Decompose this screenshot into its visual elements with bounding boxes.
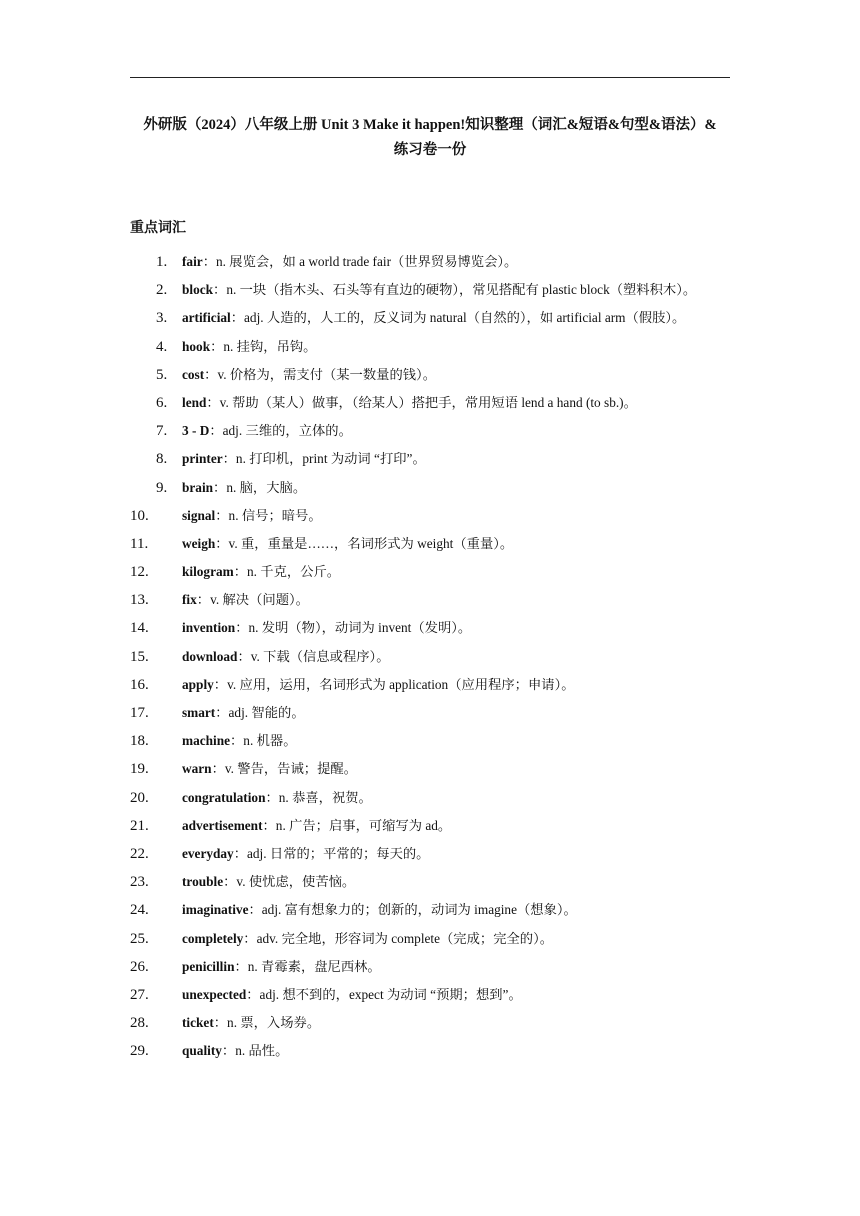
vocab-definition: ：v. 使忧虑，使苦恼。 — [223, 874, 356, 890]
vocab-definition: ：n. 千克，公斤。 — [233, 564, 341, 580]
vocab-item — [130, 928, 730, 950]
vocab-term: machine — [182, 733, 231, 749]
vocab-term: printer — [182, 451, 223, 467]
vocab-item-number: 9. — [156, 479, 168, 496]
vocab-item — [130, 758, 730, 780]
vocab-definition: ：n. 发明（物），动词为 invent（发明）。 — [235, 620, 472, 636]
vocab-item — [130, 505, 730, 527]
vocab-item-text — [182, 336, 730, 358]
vocab-item-text — [182, 617, 730, 639]
vocab-item-number: 13. — [130, 592, 149, 609]
vocab-item — [130, 899, 730, 921]
vocab-item — [130, 617, 730, 639]
vocab-item — [130, 448, 730, 470]
vocab-term: apply — [182, 676, 214, 692]
vocab-definition: ：v. 帮助（某人）做事，（给某人）搭把手，常用短语 lend a hand (to sb.)。 — [206, 394, 637, 410]
vocab-definition: ：n. 脑，大脑。 — [213, 479, 307, 495]
vocab-item — [130, 420, 730, 442]
vocab-item — [130, 646, 730, 668]
vocab-item — [130, 674, 730, 696]
vocab-term: penicillin — [182, 958, 235, 974]
vocab-definition: ：n. 打印机，print 为动词 “打印”。 — [222, 451, 426, 467]
vocab-item-number: 4. — [156, 338, 168, 355]
vocab-definition: ：v. 警告，告诫；提醒。 — [211, 761, 357, 777]
vocab-item-number: 14. — [130, 620, 149, 637]
vocab-term: block — [182, 282, 214, 298]
vocab-item-number: 10. — [130, 507, 149, 524]
vocab-item — [130, 279, 730, 301]
vocab-item-text — [182, 928, 730, 950]
vocab-definition: ：adj. 富有想象力的；创新的，动词为 imagine（想象）。 — [248, 902, 577, 918]
vocab-definition: ：adj. 想不到的，expect 为动词 “预期；想到”。 — [246, 986, 522, 1002]
vocab-item-number: 3. — [156, 310, 168, 327]
vocab-definition: ：adj. 日常的；平常的；每天的。 — [233, 845, 430, 861]
vocab-item — [130, 1040, 730, 1062]
title-line-2: 练习卷一份 — [393, 142, 467, 158]
vocab-item-number: 5. — [156, 366, 168, 383]
vocab-item-text — [182, 448, 730, 470]
vocab-item-number: 21. — [130, 817, 149, 834]
vocab-definition: ：n. 挂钩，吊钩。 — [210, 338, 317, 354]
vocab-definition: ：n. 恭喜，祝贺。 — [265, 789, 372, 805]
vocab-term: smart — [182, 705, 216, 720]
vocab-term: advertisement — [182, 817, 263, 833]
vocab-definition: ：n. 一块（指木头、石头等有直边的硬物），常见搭配有 plastic block（塑料积木）。 — [213, 282, 697, 298]
vocab-item — [130, 392, 730, 414]
vocab-term: completely — [182, 930, 244, 946]
vocab-item-text — [182, 279, 730, 301]
vocab-term: weigh — [182, 535, 216, 551]
vocab-item-text — [182, 477, 730, 499]
vocab-item-number: 18. — [130, 733, 149, 750]
vocab-term: artificial — [182, 310, 231, 326]
vocab-item-text — [182, 589, 730, 611]
vocab-item-number: 11. — [130, 535, 149, 552]
vocab-item-number: 15. — [130, 648, 149, 665]
vocab-item-number: 26. — [130, 958, 149, 975]
vocab-item — [130, 730, 730, 752]
vocab-item-number: 22. — [130, 845, 149, 862]
vocab-term: fix — [182, 592, 197, 608]
vocab-item-text — [182, 899, 730, 921]
vocab-item-text — [182, 307, 730, 329]
vocab-item — [130, 956, 730, 978]
vocab-item-number: 19. — [130, 761, 149, 778]
vocab-item-number: 20. — [130, 789, 149, 806]
vocab-term: quality — [182, 1043, 222, 1059]
vocab-item — [130, 307, 730, 329]
vocab-item-text — [182, 505, 730, 527]
vocab-item — [130, 702, 730, 724]
vocab-item-text — [182, 646, 730, 668]
vocab-term: congratulation — [182, 789, 266, 805]
vocab-item-number: 25. — [130, 930, 149, 947]
vocab-item — [130, 843, 730, 865]
vocab-item-number: 8. — [156, 451, 168, 468]
vocab-definition: ：n. 品性。 — [221, 1043, 289, 1059]
vocab-item — [130, 589, 730, 611]
title-line-1: 外研版（2024）八年级上册 Unit 3 Make it happen!知识整理（词汇&短语&句型&语法）& — [143, 117, 717, 133]
vocab-item-text — [182, 843, 730, 865]
vocab-item-number: 16. — [130, 676, 149, 693]
vocab-term: unexpected — [182, 986, 247, 1002]
vocab-item-text — [182, 392, 730, 414]
vocab-definition: ：n. 青霉素，盘尼西林。 — [234, 958, 381, 974]
vocab-item — [130, 533, 730, 555]
vocab-definition: ：v. 应用，运用，名词形式为 application（应用程序；申请）。 — [213, 676, 575, 692]
vocab-definition: ：n. 展览会，如 a world trade fair（世界贸易博览会）。 — [202, 254, 518, 269]
vocab-item-number: 17. — [130, 705, 149, 721]
vocab-item — [130, 477, 730, 499]
vocab-item — [130, 364, 730, 386]
vocab-term: fair — [182, 254, 203, 269]
vocab-item — [130, 561, 730, 583]
vocab-term: 3 - D — [182, 423, 210, 439]
vocab-item-number: 2. — [156, 282, 168, 299]
vocab-item-text — [182, 1040, 730, 1062]
vocab-item-text — [182, 984, 730, 1006]
vocab-term: kilogram — [182, 564, 234, 580]
vocab-term: hook — [182, 338, 211, 354]
vocab-definition: ：v. 解决（问题）。 — [196, 592, 309, 608]
vocab-item-text — [182, 702, 730, 724]
section-heading-key-vocabulary: 重点词汇 — [130, 221, 186, 236]
vocab-definition: ：v. 重，重量是……，名词形式为 weight（重量）。 — [215, 535, 514, 551]
vocab-term: trouble — [182, 874, 224, 890]
vocab-definition: ：n. 广告；启事，可缩写为 ad。 — [262, 817, 452, 833]
vocab-definition: ：adv. 完全地，形容词为 complete（完成；完全的）。 — [243, 930, 554, 946]
vocab-item-text — [182, 787, 730, 809]
vocab-item-number: 24. — [130, 902, 149, 919]
vocab-term: cost — [182, 366, 205, 382]
vocab-item-number: 28. — [130, 1015, 149, 1032]
vocab-definition: ：v. 价格为，需支付（某一数量的钱）。 — [204, 366, 436, 382]
vocab-definition: ：adj. 智能的。 — [215, 705, 305, 720]
vocab-definition: ：n. 机器。 — [230, 733, 297, 749]
vocab-item — [130, 787, 730, 809]
vocab-term: imaginative — [182, 902, 249, 918]
vocab-item-text — [182, 730, 730, 752]
vocab-item-number: 12. — [130, 564, 149, 581]
vocab-term: warn — [182, 761, 212, 777]
vocab-item-number: 6. — [156, 394, 168, 411]
vocab-item-text — [182, 674, 730, 696]
vocab-term: download — [182, 648, 238, 664]
vocab-item-text — [182, 1012, 730, 1034]
vocab-item-number: 23. — [130, 874, 149, 891]
vocab-item-text — [182, 420, 730, 442]
vocab-item — [130, 984, 730, 1006]
vocab-definition: ：adj. 三维的，立体的。 — [209, 423, 352, 439]
vocab-term: invention — [182, 620, 236, 636]
vocab-item-text — [182, 533, 730, 555]
vocab-item-number: 27. — [130, 986, 149, 1003]
vocab-item-text — [182, 871, 730, 893]
header-rule — [130, 77, 730, 78]
vocab-term: ticket — [182, 1015, 214, 1031]
vocab-item-text — [182, 956, 730, 978]
vocab-item-text — [182, 815, 730, 837]
vocab-list — [130, 251, 730, 1068]
vocab-item-text — [182, 758, 730, 780]
vocab-item — [130, 815, 730, 837]
document-title — [120, 113, 740, 163]
vocab-definition: ：v. 下载（信息或程序）。 — [237, 648, 390, 664]
vocab-item — [130, 336, 730, 358]
vocab-item — [130, 1012, 730, 1034]
vocab-item — [130, 871, 730, 893]
vocab-term: signal — [182, 507, 216, 523]
vocab-item-text — [182, 561, 730, 583]
vocab-item-number: 29. — [130, 1043, 149, 1060]
vocab-term: everyday — [182, 845, 234, 861]
vocab-item — [130, 251, 730, 273]
vocab-definition: ：n. 票，入场券。 — [213, 1015, 321, 1031]
vocab-item-text — [182, 364, 730, 386]
vocab-definition: ：n. 信号；暗号。 — [215, 507, 322, 523]
vocab-item-number: 1. — [156, 254, 168, 270]
vocab-term: lend — [182, 394, 207, 410]
vocab-item-number: 7. — [156, 423, 168, 440]
vocab-item-text — [182, 251, 730, 273]
vocab-definition: ：adj. 人造的，人工的，反义词为 natural（自然的），如 artificial arm（假肢）。 — [230, 310, 686, 326]
vocab-term: brain — [182, 479, 214, 495]
